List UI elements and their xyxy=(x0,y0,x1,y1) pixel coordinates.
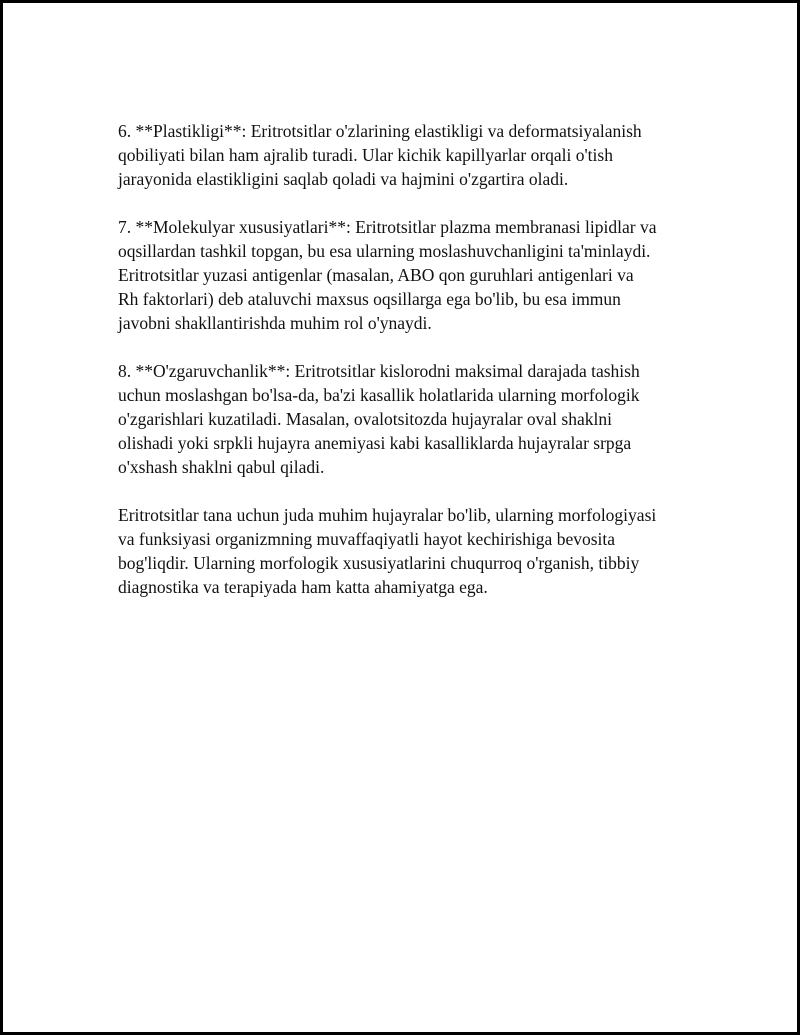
paragraph-plastikligi: 6. **Plastikligi**: Eritrotsitlar o'zlarining elastikligi va deformatsiyalanish qobiliyati bilan ham ajralib turadi. Ular kichik kapillyarlar orqali o'tish jarayonida elastikligini saqlab qoladi va hajmini o'zgartira oladi. xyxy=(118,121,642,189)
paragraph-molekulyar-xususiyatlari: 7. **Molekulyar xususiyatlari**: Eritrotsitlar plazma membranasi lipidlar va oqsillardan tashkil topgan, bu esa ularning moslashuvchanligini ta'minlaydi. Eritrotsitlar yuzasi antigenlar (masalan, ABO qon guruhlari antigenlari va Rh faktorlari) deb ataluvchi maxsus oqsillarga ega bo'lib, bu esa immun javobni shakllantirishda muhim rol o'ynaydi. xyxy=(118,217,657,333)
paragraph-ozgaruvchanlik: 8. **O'zgaruvchanlik**: Eritrotsitlar kislorodni maksimal darajada tashish uchun moslashgan bo'lsa-da, ba'zi kasallik holatlarida ularning morfologik o'zgarishlari kuzatiladi. Masalan, ovalotsitozda hujayralar oval shaklni olishadi yoki srpkli hujayra anemiyasi kabi kasalliklarda hujayralar srpga o'xshash shaklni qabul qiladi. xyxy=(118,361,640,477)
paragraph-conclusion: Eritrotsitlar tana uchun juda muhim hujayralar bo'lib, ularning morfologiyasi va funksiyasi organizmning muvaffaqiyatli hayot kechirishiga bevosita bog'liqdir. Ularning morfologik xususiyatlarini chuqurroq o'rganish, tibbiy diagnostika va terapiyada ham katta ahamiyatga ega. xyxy=(118,505,657,597)
document-body xyxy=(118,119,708,623)
